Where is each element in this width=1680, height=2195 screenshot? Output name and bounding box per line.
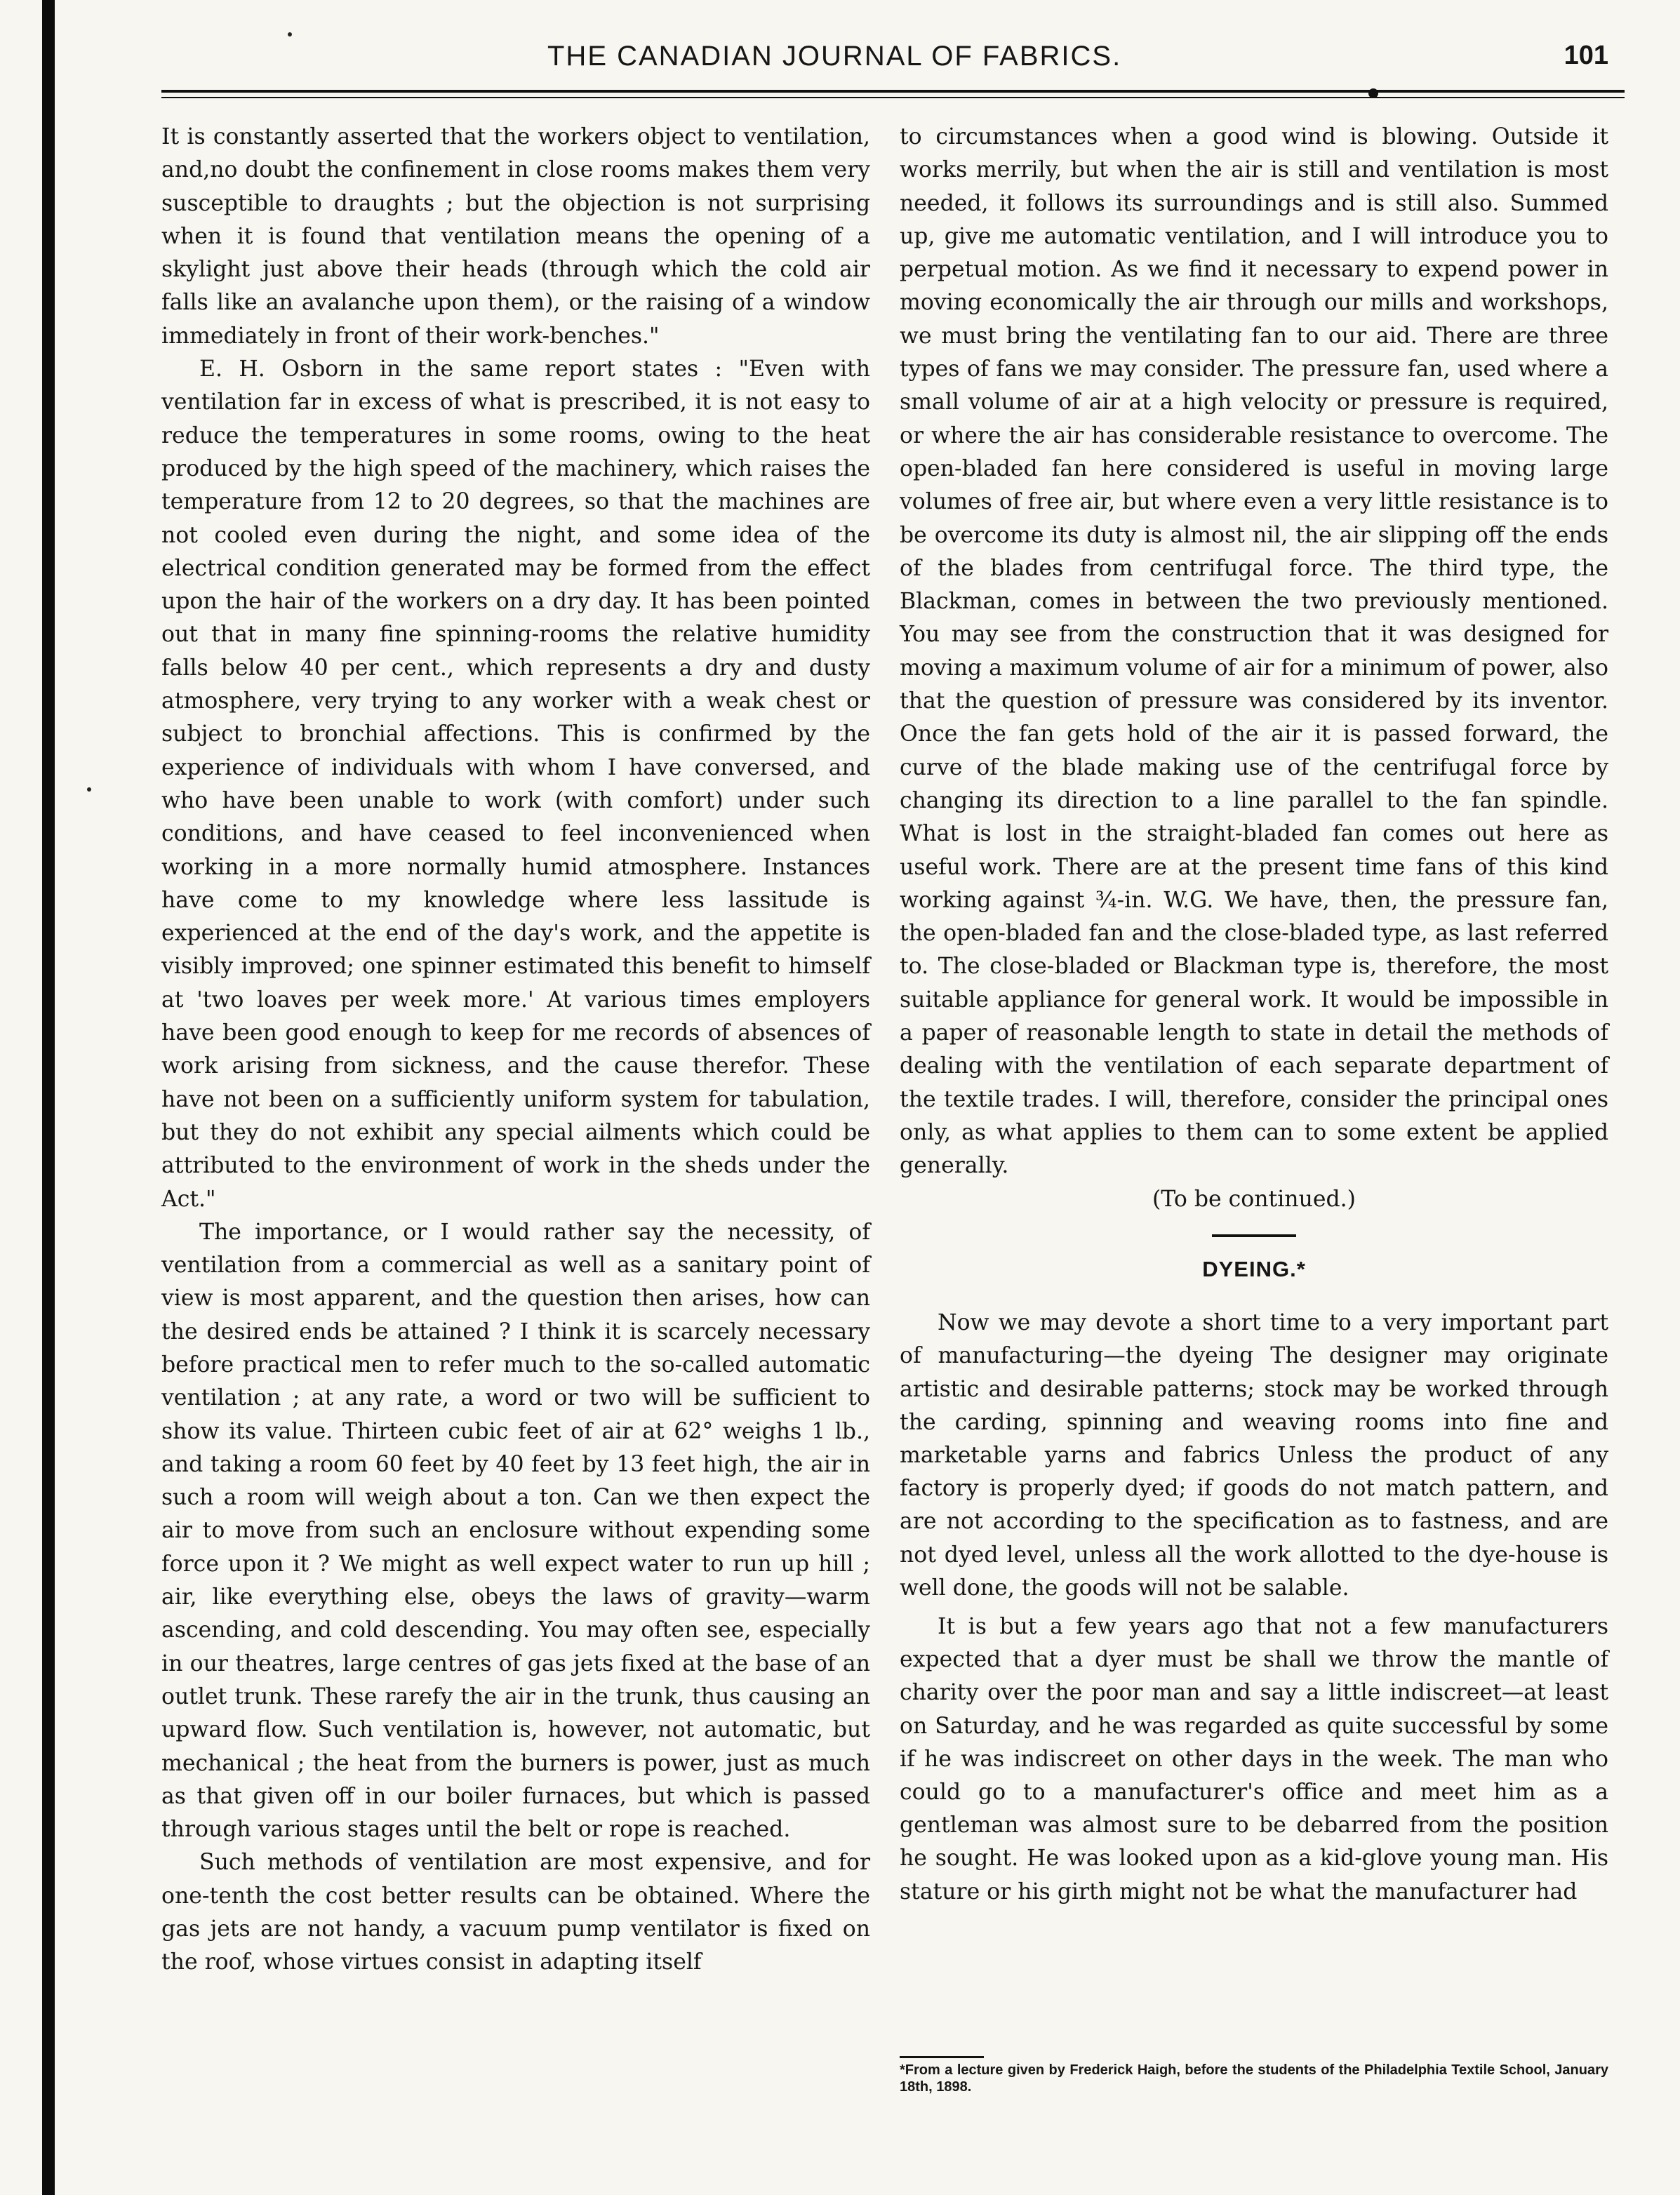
page-number: 101 [1564, 41, 1608, 70]
right-column [900, 121, 1608, 1909]
paragraph: to circumstances when a good wind is blowing. Outside it works merrily, but when the air is still and ventilation is most needed, it follows its surroundings and is still also. Summed up, give me automatic ventilation, and I will introduce you to perpetual motion. As we find it necessary to expend power in moving economically the air through our mills and workshops, we must bring the ventilating fan to our aid. There are three types of fans we may consider. The pressure fan, used where a small volume of air at a high velocity or pressure is required, or where the air has considerable resistance to overcome. The open-bladed fan here considered is useful in moving large volumes of free air, but where even a very little resistance is to be overcome its duty is almost nil, the air slipping off the ends of the blades from centrifugal force. The third type, the Blackman, comes in between the two previously mentioned. You may see from the construction that it was designed for moving a maximum volume of air for a minimum of power, also that the question of pressure was considered by its inventor. Once the fan gets hold of the air it is passed forward, the curve of the blade making use of the centrifugal force by changing its direction to a line parallel to the fan spindle. What is lost in the straight-bladed fan comes out here as useful work. There are at the present time fans of this kind working against ¾-in. W.G. We have, then, the pressure fan, the open-bladed fan and the close-bladed type, as last referred to. The close-bladed or Blackman type is, therefore, the most suitable appliance for general work. It would be impossible in a paper of reasonable length to state in detail the methods of dealing with the ventilation of each separate department of the textile trades. I will, therefore, consider the principal ones only, as what applies to them can to some extent be applied generally. [900, 124, 1608, 1179]
print-speck [288, 32, 292, 36]
paragraph: The importance, or I would rather say the necessity, of ventilation from a commercial as well as a sanitary point of view is most apparent, and the question then arises, how can the desired ends be attained ? I think it is scarcely necessary before practical men to refer much to the so-called automatic ventilation ; at any rate, a word or two will be sufficient to show its value. Thirteen cubic feet of air at 62° weighs 1 lb., and taking a room 60 feet by 40 feet by 13 feet high, the air in such a room will weigh about a ton. Can we then expect the air to move from such an enclosure without expending some force upon it ? We might as well expect water to run up hill ; air, like everything else, obeys the laws of gravity—warm ascending, and cold descending. You may often see, especially in our theatres, large centres of gas jets fixed at the base of an outlet trunk. These rarefy the air in the trunk, thus causing an upward flow. Such ventilation is, however, not automatic, but mechanical ; the heat from the burners is power, just as much as that given off in our boiler furnaces, but which is passed through various stages until the belt or rope is reached. [161, 1219, 870, 1843]
paragraph: It is constantly asserted that the workers object to ventilation, and,no doubt the confinement in close rooms makes them very susceptible to draughts ; but the objection is not surprising when it is found that ventilation means the opening of a skylight just above their heads (through which the cold air falls like an avalanche upon them), or the raising of a window immediately in front of their work-benches." [161, 124, 870, 349]
section-heading: DYEING.* [1202, 1256, 1306, 1281]
page-binding-edge [42, 0, 55, 2195]
footnote: *From a lecture given by Frederick Haigh, before the students of the Philadelphia Textile School, January 18th, 1898. [900, 2062, 1608, 2095]
paragraph: It is but a few years ago that not a few manufacturers expected that a dyer must be shall we throw the mantle of charity over the poor man and say a little indiscreet—at least on Saturday, and he was regarded as quite successful by some if he was indiscreet on other days in the week. The man who could go to a manufacturer's office and meet him as a gentleman was almost sure to be debarred from the position he sought. He was looked upon as a kid-glove young man. His stature or his girth might not be what the manufacturer had [900, 1613, 1608, 1904]
print-speck [87, 787, 91, 792]
paragraph: E. H. Osborn in the same report states : "Even with ventilation far in excess of what is prescribed, it is not easy to reduce the temperatures in some rooms, owing to the heat produced by the high speed of the machinery, which raises the temperature from 12 to 20 degrees, so that the machines are not cooled even during the night, and some idea of the electrical condition generated may be formed from the effect upon the hair of the workers on a dry day. It has been pointed out that in many fine spinning-rooms the relative humidity falls below 40 per cent., which represents a dry and dusty atmosphere, very trying to any worker with a weak chest or subject to bronchial affections. This is confirmed by the experience of individuals with whom I have conversed, and who have been unable to work (with comfort) under such conditions, and have ceased to feel inconvenienced when working in a more normally humid atmosphere. Instances have come to my knowledge where less lassitude is experienced at the end of the day's work, and the appetite is visibly improved; one spinner estimated this benefit to himself at 'two loaves per week more.' At various times employers have been good enough to keep for me records of absences of work arising from sickness, and the cause therefor. These have not been on a sufficiently uniform system for tabulation, but they do not exhibit any special ailments which could be attributed to the environment of work in the sheds under the Act." [161, 356, 870, 1212]
header-rule-ornament [1368, 88, 1378, 98]
paragraph: Such methods of ventilation are most expensive, and for one-tenth the cost better results can be obtained. Where the gas jets are not handy, a vacuum pump ventilator is fixed on the roof, whose virtues consist in adapting itself [161, 1850, 870, 1975]
left-column [161, 121, 870, 1980]
header-rule-thin [161, 97, 1625, 98]
running-header [154, 41, 1621, 83]
header-rule [161, 90, 1625, 93]
paragraph: Now we may devote a short time to a very important part of manufacturing—the dyeing The designer may originate artistic and desirable patterns; stock may be worked through the carding, spinning and weaving rooms into fine and marketable yarns and fabrics Unless the product of any factory is properly dyed; if goods do not match pattern, and are not according to the specification as to fastness, and are not dyed level, unless all the work allotted to the dye-house is well done, the goods will not be salable. [900, 1310, 1608, 1601]
section-divider [1212, 1234, 1296, 1237]
dyeing-article [900, 1307, 1608, 1909]
journal-title: THE CANADIAN JOURNAL OF FABRICS. [547, 41, 1122, 72]
footnote-rule [900, 2056, 984, 2058]
to-be-continued: (To be continued.) [1152, 1186, 1356, 1212]
